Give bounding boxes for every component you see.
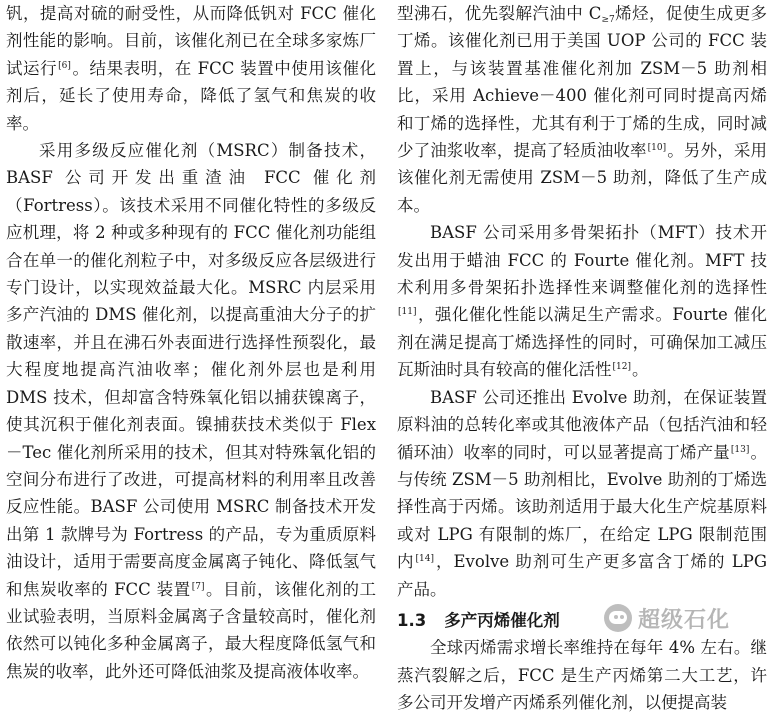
paragraph-text: 。结果表明，在 FCC 装置中使用该催化剂后，延长了使用寿命，降低了氢气和焦炭的收率。 [6,58,376,133]
paragraph-text: BASF 公司采用多骨架拓扑（MFT）技术开发出用于蜡油 FCC 的 Fourte 催化剂。MFT 技术利用多骨架拓扑选择性来调整催化剂的选择性 [397,223,767,298]
paragraph-text: 。另外，采用该催化剂无需使用 ZSM－5 助剂，降低了生产成本。 [397,141,768,215]
watermark-text: 超级石化 [638,607,731,633]
paragraph-text: ，Evolve 助剂可生产更多富含丁烯的 LPG 产品。 [397,552,767,599]
citation: [12] [612,362,631,373]
paragraph-text: 。目前，该催化剂的工业试验表明，当原料金属离子含量较高时，催化剂依然可以钝化多种金属离子，最大程度降低氢气和焦炭的收率，此外还可降低油浆及提高液体收率。 [6,579,376,681]
citation: [7] [191,581,205,592]
section-number: 1.3 [397,610,427,630]
paragraph [6,0,376,137]
paragraph-text: ，强化催化性能以满足生产需求。Fourte 催化剂在满足提高丁烯选择性的同时，可确保加工减压瓦斯油时具有较高的催化活性 [397,305,767,380]
paragraph [397,219,767,383]
subscript: ≥7 [601,15,615,25]
paragraph-text: 。与传统 ZSM－5 助剂相比，Evolve 助剂的丁烯选择性高于丙烯。该助剂适用于最大化生产烷基原料或对 LPG 有限制的炼厂，在给定 LPG 限制范围内 [397,442,768,572]
paragraph-text: 型沸石，优先裂解汽油中 C [397,4,602,23]
paragraph-text: 。 [631,360,649,380]
citation: [11] [398,307,417,318]
paragraph-text: 烯烃，促使生成更多丁烯。该催化剂已用于美国 UOP 公司的 FCC 装置上，与该装置基准催化剂加 ZSM－5 助剂相比，采用 Achieve－400 催化剂可同时提高丙烯和丁烯的选择性，尤其有利于丁烯的生成，同时减少了油浆收率，提高了轻质油收率 [397,4,768,161]
paragraph [397,384,767,603]
paragraph-text: 全球丙烯需求增长率维持在每年 4% 左右。继蒸汽裂解之后，FCC 是生产丙烯第二大工艺，许多公司开发增产丙烯系列催化剂，以便提高装 [397,638,767,713]
citation: [6] [58,60,71,71]
paragraph [397,634,767,716]
paragraph-text: 钒，提高对硫的耐受性，从而降低钒对 FCC 催化剂性能的影响。目前，该催化剂已在全球多家炼厂试运行 [6,4,376,78]
paragraph [397,0,767,219]
right-column [397,0,767,717]
paragraph [6,137,376,685]
citation: [14] [415,554,434,565]
section-title: 多产丙烯催化剂 [444,610,560,630]
citation: [10] [647,143,667,154]
paragraph-text: BASF 公司还推出 Evolve 助剂，在保证装置原料油的总转化率或其他液体产品（包括汽油和轻循环油）收率的同时，可以显著提高丁烯产量 [397,387,767,462]
section-heading [397,607,767,634]
left-column [6,0,376,685]
paragraph-text: 采用多级反应催化剂（MSRC）制备技术，BASF 公司开发出重渣油 FCC 催化剂（Fortress）。该技术采用不同催化特性的多级反应机理，将 2 种或多种现有的 FCC 催化剂功能组合在单一的催化剂粒子中，对多级反应各层级进行专门设计，以实现效益最大化。MSRC 内层采用多产汽油的 DMS 催化剂，以提高重油大分子的扩散速率，并且在沸石外表面进行选择性预裂化，最大程度地提高汽油收率；催化剂外层也是利用 DMS 技术，但却富含特殊氧化铝以捕获镍离子，使其沉积于催化剂表面。镍捕获技术类似于 Flex－Tec 催化剂所采用的技术，但其对特殊氧化铝的空间分布进行了改进，可提高材料的利用率且改善反应性能。BASF 公司使用 MSRC 制备技术开发出第 1 款牌号为 Fortress 的产品，专为重质原料油设计，适用于需要高度金属离子钝化、降低氢气和焦炭收率的 FCC 装置 [6,141,376,599]
citation: [13] [730,444,750,455]
